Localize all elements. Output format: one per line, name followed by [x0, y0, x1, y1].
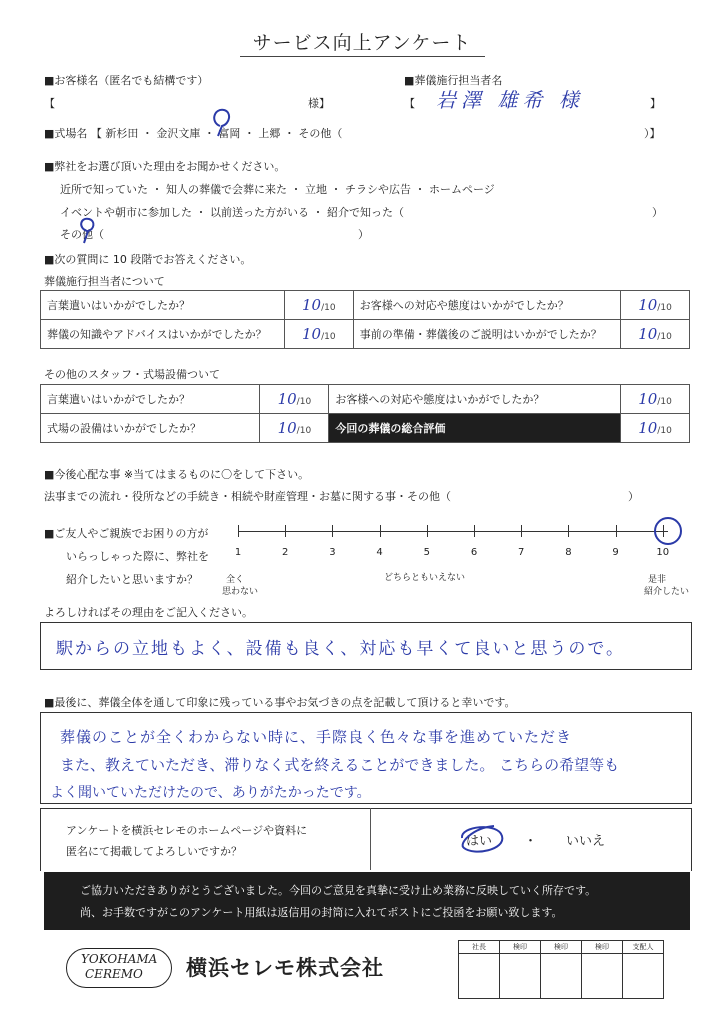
score-field[interactable] — [621, 320, 690, 349]
concerns-label: ■今後心配な事 ※当てはまるものに〇をして下さい。 — [44, 468, 310, 481]
staff-section-heading: 葬儀施行担当者について — [44, 275, 165, 288]
scale-tick[interactable] — [380, 525, 381, 537]
staff-name-open-bracket: 【 — [404, 97, 415, 110]
thanks-banner — [44, 872, 690, 930]
score-denominator-value: 10 — [660, 397, 672, 407]
scale-number: 2 — [282, 547, 289, 558]
table-row — [41, 385, 690, 414]
score-field[interactable] — [621, 385, 690, 414]
thanks-line-1: ご協力いただきありがとうございました。今回のご意見を真摯に受け止め業務に反映していく所存です。 — [80, 884, 597, 897]
table-row — [41, 320, 690, 349]
recommend-question-line-1: ■ご友人やご親族でお困りの方が — [44, 527, 209, 540]
score-denominator-value: 10 — [324, 332, 336, 342]
impression-line-1: 葬儀のことが全くわからない時に、手際良く色々な事を進めていただき — [60, 728, 573, 746]
score-value: 10 — [638, 390, 658, 408]
title-underline — [240, 56, 485, 57]
customer-name-sama: 様】 — [308, 97, 330, 110]
scale-high-label-1: 是非 — [648, 575, 667, 585]
table-row — [41, 291, 690, 320]
staff-name-close-bracket: 】 — [650, 97, 661, 110]
scale-number: 7 — [518, 547, 525, 558]
score-value: 10 — [277, 419, 297, 437]
score-denominator: /10 — [657, 332, 672, 342]
question-label: お客様への対応や態度はいかがでしたか？ — [329, 385, 621, 414]
customer-name-open-bracket: 【 — [44, 97, 55, 110]
question-label: 事前の準備・葬儀後のご説明はいかがでしたか？ — [353, 320, 620, 349]
score-denominator-value: 10 — [660, 426, 672, 436]
concerns-options: 法事までの流れ・役所などの手続き・相続や財産管理・お墓に関する事・その他（ — [44, 490, 451, 503]
stamp-box[interactable] — [623, 954, 664, 999]
score-value: 10 — [638, 296, 658, 314]
stamp-header: 検印 — [541, 941, 582, 954]
scale-number: 5 — [423, 547, 430, 558]
question-label: お客様への対応や態度はいかがでしたか？ — [353, 291, 620, 320]
impression-prompt: ■最後に、葬儀全体を通して印象に残っている事やお気づきの点を記載して頂けると幸いです。 — [44, 696, 516, 709]
score-field[interactable] — [621, 291, 690, 320]
score-denominator-value: 10 — [660, 303, 672, 313]
stamp-box[interactable] — [541, 954, 582, 999]
scale-tick[interactable] — [521, 525, 522, 537]
score-denominator-value: 10 — [324, 303, 336, 313]
stamp-box[interactable] — [459, 954, 500, 999]
stamp-header: 検印 — [582, 941, 623, 954]
question-label: 言葉遣いはいかがでしたか？ — [41, 385, 260, 414]
stamp-box[interactable] — [500, 954, 541, 999]
page-title: サービス向上アンケート — [252, 32, 472, 54]
scale-low-label-1: 全く — [226, 575, 245, 585]
stamp-header: 社長 — [459, 941, 500, 954]
scale-tick[interactable] — [332, 525, 333, 537]
reason-prompt: よろしければその理由をご記入ください。 — [44, 606, 253, 619]
score-field[interactable] — [621, 414, 690, 443]
score-value: 10 — [638, 325, 658, 343]
stamp-box[interactable] — [582, 954, 623, 999]
recommend-question-line-3: 紹介したいと思いますか？ — [66, 573, 198, 586]
question-label: 式場の設備はいかがでしたか？ — [41, 414, 260, 443]
score-value: 10 — [302, 296, 322, 314]
stamp-header-row — [459, 941, 664, 954]
table-row — [41, 414, 690, 443]
company-logo — [66, 948, 172, 988]
reasons-line-3-close: ） — [358, 228, 369, 241]
other-section-heading: その他のスタッフ・式場設備ついて — [44, 368, 220, 381]
score-denominator: /10 — [657, 397, 672, 407]
question-label: 言葉遣いはいかがでしたか？ — [41, 291, 285, 320]
scale-mid-label: どちらともいえない — [384, 573, 466, 583]
score-field[interactable] — [260, 385, 329, 414]
scale-tick[interactable] — [285, 525, 286, 537]
scale-number: 9 — [612, 547, 619, 558]
stamp-box-row — [459, 954, 664, 999]
venue-close-bracket: ）】 — [644, 127, 661, 140]
staff-name-label: ■葬儀施行担当者名 — [404, 74, 503, 87]
recommend-scale-line — [238, 531, 668, 532]
score-field[interactable] — [284, 320, 353, 349]
score-denominator: /10 — [321, 332, 336, 342]
score-denominator: /10 — [296, 397, 312, 407]
reasons-line-1: 近所で知っていた ・ 知人の葬儀で会葬に来た ・ 立地 ・ チラシや広告 ・ ホームページ — [60, 183, 495, 196]
venue-check-mark — [206, 104, 236, 138]
publish-divider — [370, 808, 371, 870]
staff-name-field[interactable]: 岩澤 雄希 様 — [436, 88, 584, 112]
reasons-line-3: その他（ — [60, 228, 104, 241]
publish-question-line-1: アンケートを横浜セレモのホームページや資料に — [66, 824, 308, 837]
score-denominator-value: 10 — [299, 397, 312, 407]
scale-low-label-2: 思わない — [222, 587, 259, 597]
scale-tick[interactable] — [427, 525, 428, 537]
publish-no-option[interactable]: いいえ — [566, 834, 606, 849]
venue-options: ■式場名 【 新杉田 ・ 金沢文庫 ・ 富岡 ・ 上郷 ・ その他（ — [44, 127, 343, 140]
score-field[interactable] — [284, 291, 353, 320]
scale-number: 3 — [329, 547, 336, 558]
scale-number: 1 — [234, 547, 242, 558]
score-field[interactable] — [260, 414, 329, 443]
scale-number: 10 — [656, 547, 670, 558]
staff-rating-table — [40, 290, 690, 349]
scale-number: 6 — [470, 547, 478, 558]
company-name: 横浜セレモ株式会社 — [186, 956, 384, 980]
impression-line-2: また、教えていただき、滞りなく式を終えることができました。 こちらの希望等も — [60, 756, 620, 774]
score-value: 10 — [638, 419, 658, 437]
recommend-question-line-2: いらっしゃった際に、弊社を — [66, 550, 209, 563]
scale-number: 8 — [565, 547, 572, 558]
approval-stamp-grid — [458, 940, 664, 999]
reason-handwritten-text: 駅からの立地もよく、設備も良く、対応も早くて良いと思うので。 — [56, 639, 625, 659]
score-denominator: /10 — [657, 426, 672, 436]
other-rating-table — [40, 384, 690, 443]
scale-tick[interactable] — [238, 525, 239, 537]
customer-name-label: ■お客様名（匿名でも結構です） — [44, 74, 209, 87]
publish-yes-option[interactable]: はい — [466, 834, 493, 849]
reasons-check-mark — [74, 214, 100, 246]
score-denominator-value: 10 — [299, 426, 312, 436]
publish-question-line-2: 匿名にて掲載してよろしいですか？ — [66, 845, 242, 858]
publish-dot: ・ — [524, 834, 538, 849]
question-label: 葬儀の知識やアドバイスはいかがでしたか？ — [41, 320, 285, 349]
score-value: 10 — [277, 390, 297, 408]
stamp-header: 検印 — [500, 941, 541, 954]
recommend-selected-circle — [650, 514, 686, 548]
scale-number: 4 — [376, 547, 383, 558]
score-denominator: /10 — [321, 303, 336, 313]
stamp-header: 支配人 — [623, 941, 664, 954]
score-denominator: /10 — [296, 426, 312, 436]
reasons-line-2: イベントや朝市に参加した ・ 以前送った方がいる ・ 紹介で知った（ — [60, 206, 404, 219]
reasons-label: ■弊社をお選び頂いた理由をお聞かせください。 — [44, 160, 286, 173]
impression-line-3: よく聞いていただけたので、ありがたかったです。 — [50, 785, 371, 801]
overall-rating-label: 今回の葬儀の総合評価 — [329, 414, 621, 443]
scale-tick[interactable] — [474, 525, 475, 537]
logo-text-bottom: CEREMO — [85, 967, 143, 981]
scale-tick[interactable] — [616, 525, 617, 537]
scale-tick[interactable] — [568, 525, 569, 537]
reasons-line-2-close: ） — [652, 206, 663, 219]
publish-yes-circle — [454, 818, 510, 858]
score-value: 10 — [302, 325, 322, 343]
thanks-line-2: 尚、お手数ですがこのアンケート用紙は返信用の封筒に入れてポストにご投函をお願い致します。 — [80, 906, 563, 919]
score-denominator-value: 10 — [660, 332, 672, 342]
logo-text-top: YOKOHAMA — [81, 952, 158, 966]
score-denominator: /10 — [657, 303, 672, 313]
scale-high-label-2: 紹介したい — [644, 587, 690, 597]
questions-intro: ■次の質問に 10 段階でお答えください。 — [44, 253, 252, 266]
concerns-close-bracket: ） — [628, 490, 639, 503]
